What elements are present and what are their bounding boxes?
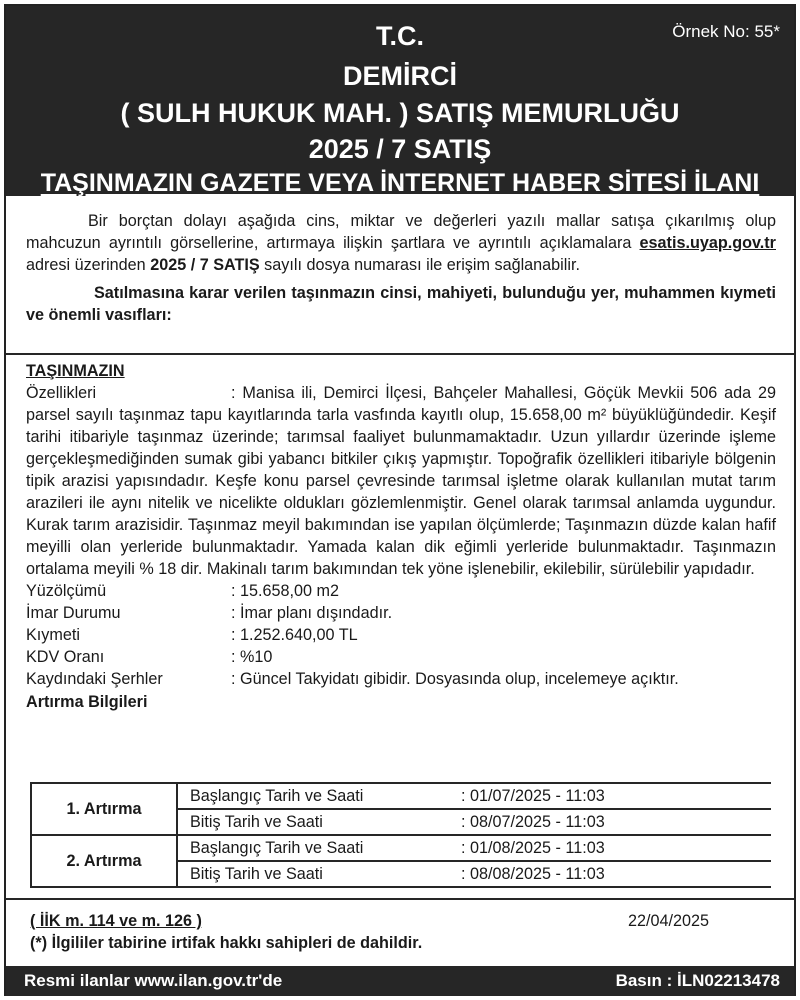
property-section (26, 360, 776, 713)
field-label: Kıymeti (26, 626, 80, 644)
intro-text: adresi üzerinden (26, 256, 151, 274)
intro-file-number: 2025 / 7 SATIŞ (150, 256, 260, 274)
divider (6, 353, 794, 355)
field-label: İmar Durumu (26, 604, 121, 622)
header-district: DEMİRCİ (343, 61, 457, 91)
field-row (26, 624, 776, 646)
field-label: Yüzölçümü (26, 582, 107, 600)
start-label: Başlangıç Tarih ve Saati (177, 835, 449, 861)
header-country: T.C. (375, 21, 424, 51)
field-label: Kaydındaki Şerhler (26, 670, 163, 688)
official-notice-link[interactable]: Resmi ilanlar www.ilan.gov.tr'de (24, 971, 283, 990)
header-file-number: 2025 / 7 SATIŞ (308, 134, 492, 164)
intro-text: Bir borçtan dolayı aşağıda cins, miktar ve değerleri yazılı mallar satışa çıkarılmış olup mahcuzun ayrıntılı görsellerine, artırmaya ilişkin şartlara ve ayrıntılı açıklamalara (26, 212, 776, 252)
features-label: Özellikleri (26, 384, 97, 402)
esatis-link[interactable]: esatis.uyap.gov.tr (639, 234, 776, 252)
field-value: : 1.252.640,00 TL (231, 626, 358, 644)
divider (6, 898, 794, 900)
auction-table (30, 782, 771, 888)
header-office: ( SULH HUKUK MAH. ) SATIŞ MEMURLUĞU (120, 98, 680, 128)
footer-bar (6, 966, 794, 996)
field-row (26, 580, 776, 602)
intro-lead: Satılmasına karar verilen taşınmazın cinsi, mahiyeti, bulunduğu yer, muhammen kıymeti ve önemli vasıfları: (26, 284, 776, 324)
start-label: Başlangıç Tarih ve Saati (177, 783, 449, 809)
law-reference: ( İİK m. 114 ve m. 126 ) (30, 912, 202, 930)
notice-date: 22/04/2025 (628, 912, 710, 930)
field-value: : %10 (231, 648, 273, 666)
intro-paragraph (26, 210, 776, 276)
field-row (26, 646, 776, 668)
press-code: Basın : İLN02213478 (615, 971, 780, 990)
header-banner (6, 6, 794, 196)
table-row (31, 835, 771, 861)
auction-round: 2. Artırma (31, 835, 177, 887)
features-text: : Manisa ili, Demirci İlçesi, Bahçeler Mahallesi, Göçük Mevkii 506 ada 29 parsel sayılı taşınmaz tapu kayıtlarında tarla vasfında kayıtlı olup, 15.658,00 m² büyüklüğündedir. Keşif tarihi itibariyle taşınmaz üzerinde; tarımsal faaliyet bulunmamaktadır. Uzun yıllardır üzerinde işleme gerçekleşmediğinden sumak gibi yabancı bitkiler çıkış yapmıştır. Topoğrafik özellikleri itibariyle bölgenin tipik arazisi yapısındadır. Keşfe konu parsel çevresinde tarımsal işletme olarak kullanılan mutat tarım arazileri ile aynı nitelik ve nicelikte oldukları gözlemlenmiştir. Genel olarak tarımsal anlamda uygundur. Kurak tarım arazisidir. Taşınmaz meyil bakımından ise yapılan ölçümlerde; Taşınmazın düzde kalan hafif meyilli olan yerleride bulunmaktadır. Yamada kalan dik eğimli yerleride bulunmaktadır. Taşınmazın ortalama meyili % 18 dir. Makinalı tarım bakımından tek yöne işlenebilir, ekilebilir, sürülebilir yapıdadır. (26, 384, 776, 578)
end-value: : 08/07/2025 - 11:03 (449, 809, 771, 835)
footnote: (*) İlgililer tabirine irtifak hakkı sahipleri de dahildir. (30, 934, 423, 952)
intro-text: sayılı dosya numarası ile erişim sağlanabilir. (259, 256, 580, 274)
auction-info-title: Artırma Bilgileri (26, 693, 148, 711)
end-label: Bitiş Tarih ve Saati (177, 809, 449, 835)
field-label: KDV Oranı (26, 648, 105, 666)
sample-number: Örnek No: 55* (672, 22, 780, 41)
start-value: : 01/08/2025 - 11:03 (449, 835, 771, 861)
field-value: : İmar planı dışındadır. (231, 604, 393, 622)
field-row (26, 668, 776, 690)
field-row (26, 602, 776, 624)
header-notice-title: TAŞINMAZIN GAZETE VEYA İNTERNET HABER SİTESİ İLANI (40, 169, 760, 197)
end-label: Bitiş Tarih ve Saati (177, 861, 449, 887)
start-value: : 01/07/2025 - 11:03 (449, 783, 771, 809)
property-title: TAŞINMAZIN (26, 362, 125, 380)
end-value: : 08/08/2025 - 11:03 (449, 861, 771, 887)
intro-section (26, 210, 776, 326)
field-value: : Güncel Takyidatı gibidir. Dosyasında olup, incelemeye açıktır. (231, 670, 679, 688)
field-value: : 15.658,00 m2 (231, 582, 339, 600)
auction-round: 1. Artırma (31, 783, 177, 835)
property-features (26, 382, 776, 580)
table-row (31, 783, 771, 809)
